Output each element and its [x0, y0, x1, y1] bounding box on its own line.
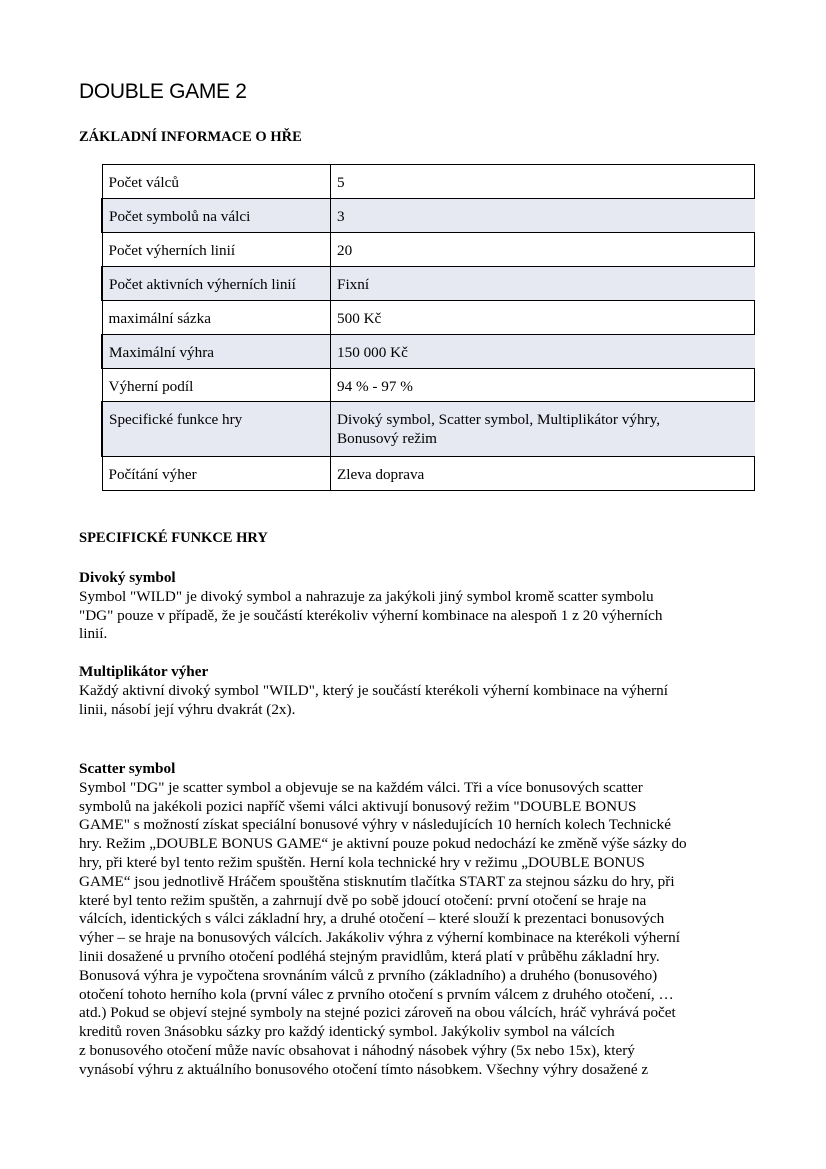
- paragraph-line: "DG" pouze v případě, že je součástí kterékoliv výherní kombinace na alespoň 1 z 20 výherních: [79, 606, 663, 624]
- paragraph-line: hry. Režim „DOUBLE BONUS GAME“ je aktivní pouze pokud nedochází ke změně výše sázky do: [79, 835, 687, 853]
- paragraph-line: linii dosažené u prvního otočení podléhá stejným pravidlům, která platí v průběhu základní hry.: [79, 947, 660, 965]
- value-text: 20: [337, 242, 353, 259]
- table-row: [102, 335, 755, 369]
- row-value: [331, 457, 755, 491]
- paragraph-line: vynásobí výhru z aktuálního bonusového otočení tímto násobkem. Všechny výhry dosažené z: [79, 1060, 649, 1078]
- row-value: [331, 233, 755, 267]
- paragraph-line: kreditů roven 3násobku sázky pro každý identický symbol. Jakýkoliv symbol na válcích: [79, 1023, 615, 1041]
- table-row: [102, 369, 755, 402]
- paragraph-line: válcích, identických s válci základní hry, a druhé otočení – které slouží k prezentaci bonusových: [79, 910, 665, 928]
- wild-section: [79, 569, 779, 644]
- row-label: Počet aktivních výherních linií: [102, 267, 331, 301]
- value-text: 150 000 Kč: [337, 344, 408, 361]
- paragraph-line: z bonusového otočení může navíc obsahovat i náhodný násobek výhry (5x nebo 15x), který: [79, 1041, 635, 1059]
- row-label: Specifické funkce hry: [102, 402, 331, 457]
- subsection-title: Divoký symbol: [79, 569, 176, 586]
- row-value: [331, 335, 755, 369]
- scatter-section: [79, 760, 779, 1080]
- row-label: Počet výherních linií: [102, 233, 331, 267]
- paragraph-line: GAME" s možností získat speciální bonusové výhry v následujících 10 herních kolech Technické: [79, 816, 671, 834]
- paragraph-line: výher – se hraje na bonusových válcích. Jakákoliv výhra z výherní kombinace na kterékoli výherní: [79, 929, 680, 947]
- subsection-title: Multiplikátor výher: [79, 663, 209, 680]
- value-text: Zleva doprava: [337, 466, 425, 483]
- paragraph-line: otočení tohoto herního kola (první válec z prvního otočení s prvním válcem z druhého otočení, …: [79, 985, 674, 1003]
- row-label: Maximální výhra: [102, 335, 331, 369]
- row-value: [331, 402, 755, 457]
- table-row: [102, 402, 755, 457]
- row-value: [331, 199, 755, 233]
- table-row: [102, 199, 755, 233]
- table-row: [102, 301, 755, 335]
- section-heading-features: SPECIFICKÉ FUNKCE HRY: [79, 530, 268, 546]
- table-row: [102, 267, 755, 301]
- paragraph-line: GAME“ jsou jednotlivě Hráčem spouštěna stisknutím tlačítka START za stejnou sázku do hry, při: [79, 872, 675, 890]
- row-value: [331, 301, 755, 335]
- game-info-table: [101, 164, 755, 491]
- paragraph-line: symbolů na jakékoli pozici napříč všemi válci aktivují bonusový režim "DOUBLE BONUS: [79, 797, 637, 815]
- paragraph-line: které byl tento režim spuštěn, a zahrnují dvě po sobě jdoucí otočení: první otočení se hraje na: [79, 891, 647, 909]
- paragraph-line: linií.: [79, 625, 108, 643]
- multiplier-section: [79, 663, 779, 719]
- row-label: Počet válců: [102, 165, 331, 199]
- row-value: [331, 165, 755, 199]
- value-text: Divoký symbol, Scatter symbol, Multiplikátor výhry,: [337, 411, 660, 428]
- paragraph-line: linii, násobí její výhru dvakrát (2x).: [79, 700, 296, 718]
- row-value: [331, 267, 755, 301]
- section-heading-basic-info: ZÁKLADNÍ INFORMACE O HŘE: [79, 129, 302, 145]
- value-text: Fixní: [337, 276, 370, 293]
- value-text: 500 Kč: [337, 310, 382, 327]
- document-title: DOUBLE GAME 2: [79, 80, 247, 103]
- paragraph-line: Symbol "DG" je scatter symbol a objevuje se na každém válci. Tři a více bonusových scatter: [79, 778, 643, 796]
- row-label: Počítání výher: [102, 457, 331, 491]
- value-text: 5: [337, 174, 345, 191]
- value-text: 3: [337, 208, 345, 225]
- row-label: Výherní podíl: [102, 369, 331, 402]
- paragraph-line: Bonusová výhra je vypočtena srovnáním válců z prvního (základního) a druhého (bonusového): [79, 966, 658, 984]
- row-value: [331, 369, 755, 402]
- paragraph-line: hry, při které byl tento režim spuštěn. Herní kola technické hry v režimu „DOUBLE BONUS: [79, 853, 645, 871]
- row-label: Počet symbolů na válci: [102, 199, 331, 233]
- paragraph-line: Každý aktivní divoký symbol "WILD", který je součástí kterékoli výherní kombinace na výherní: [79, 681, 668, 699]
- value-text: Bonusový režim: [337, 430, 437, 447]
- table-row: [102, 233, 755, 267]
- paragraph-line: atd.) Pokud se objeví stejné symboly na stejné pozici zároveň na obou válcích, hráč vyhrává počet: [79, 1004, 676, 1022]
- table-row: [102, 457, 755, 491]
- row-label: maximální sázka: [102, 301, 331, 335]
- subsection-title: Scatter symbol: [79, 760, 176, 777]
- value-text: 94 % - 97 %: [337, 378, 413, 395]
- paragraph-line: Symbol "WILD" je divoký symbol a nahrazuje za jakýkoli jiný symbol kromě scatter symbolu: [79, 587, 654, 605]
- table-row: [102, 165, 755, 199]
